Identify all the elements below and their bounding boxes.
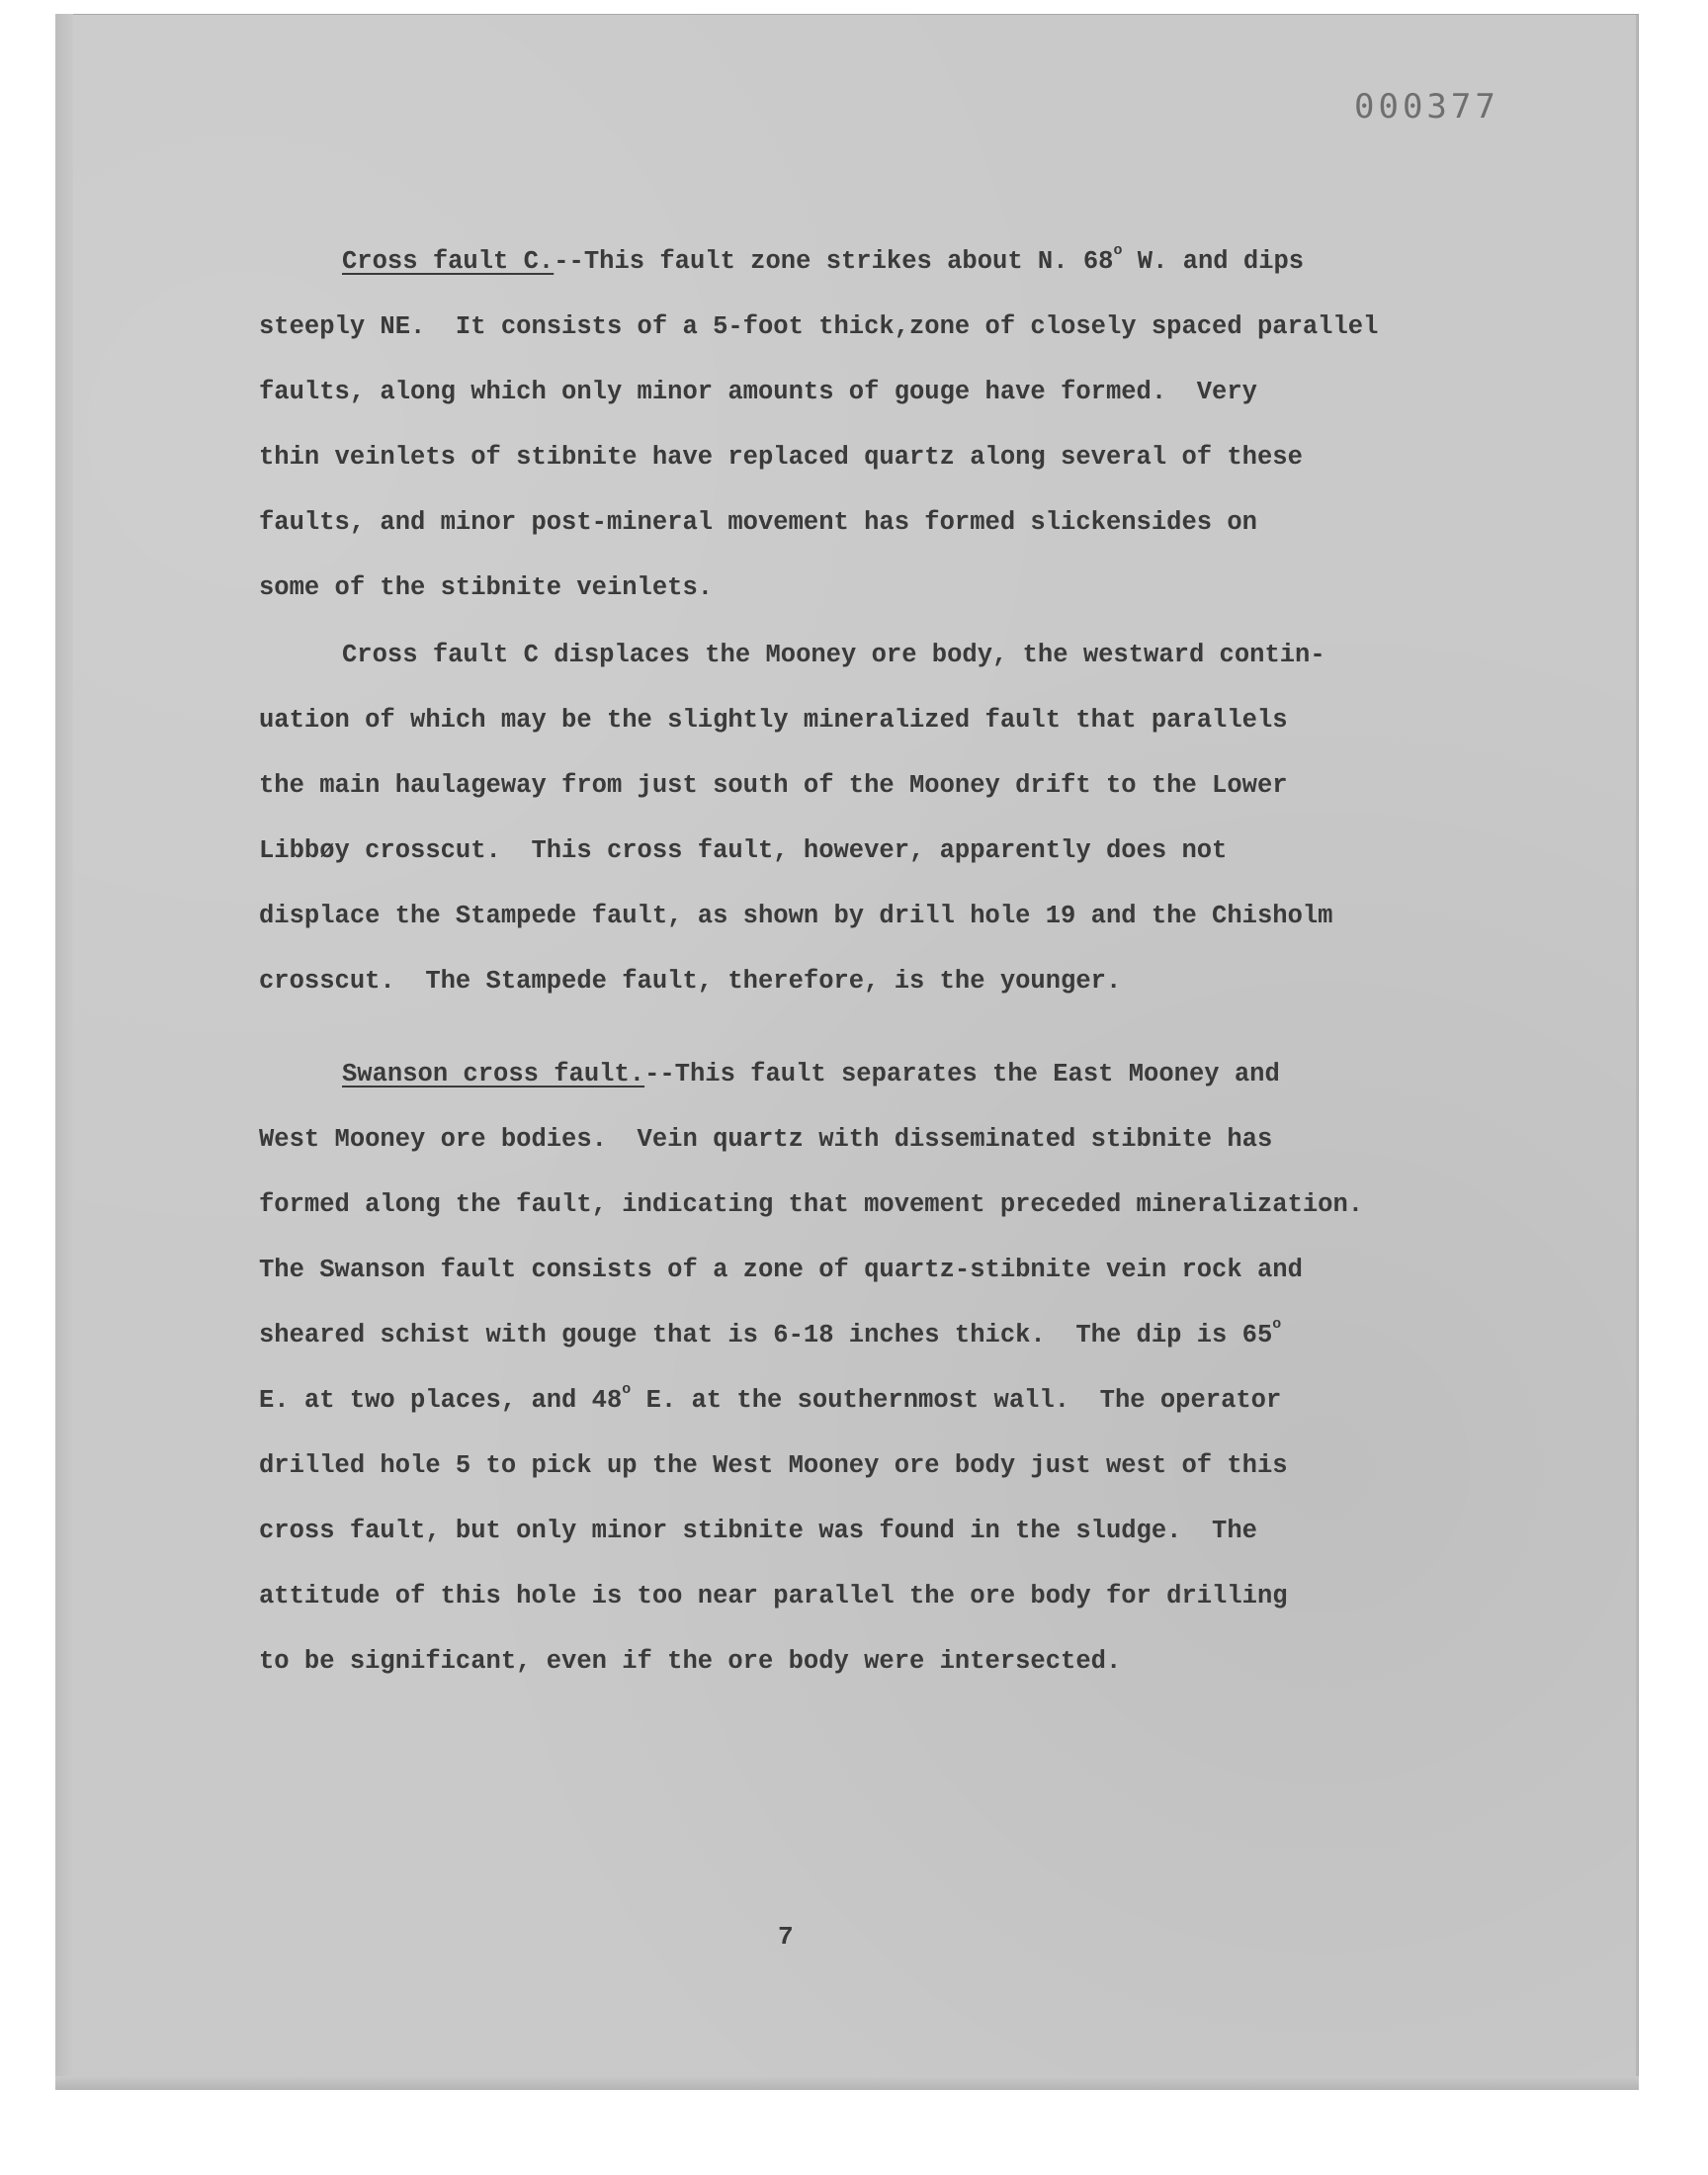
page-edge-left — [55, 14, 73, 2090]
paragraph-cross-fault-c — [259, 229, 1544, 621]
paragraph-line — [259, 1042, 1544, 1107]
paragraph-line: faults, and minor post-mineral movement has formed slickensides on — [259, 508, 1257, 537]
page-number: 7 — [778, 1922, 794, 1952]
degree-mark: o — [1272, 1316, 1282, 1333]
paragraph-line: Cross fault C displaces the Mooney ore body, the westward contin- — [342, 641, 1325, 669]
paragraph-line: West Mooney ore bodies. Vein quartz with disseminated stibnite has — [259, 1125, 1273, 1154]
paragraph-line: some of the stibnite veinlets. — [259, 573, 714, 602]
paragraph-line: crosscut. The Stampede fault, therefore, is the younger. — [259, 967, 1122, 996]
paragraph-swanson-cross-fault — [259, 1042, 1544, 1695]
degree-mark: o — [622, 1381, 632, 1398]
line-text: --This fault separates the East Mooney and — [644, 1060, 1280, 1088]
page-edge-bottom — [55, 2076, 1639, 2090]
paragraph-line — [259, 1303, 1544, 1368]
body-text — [259, 229, 1544, 1695]
line-text: sheared schist with gouge that is 6-18 inches thick. The dip is 65 — [259, 1321, 1273, 1349]
paragraph-line: formed along the fault, indicating that movement preceded mineralization. — [259, 1190, 1364, 1219]
paragraph-line: faults, along which only minor amounts of gouge have formed. Very — [259, 378, 1257, 406]
paragraph-line: to be significant, even if the ore body were intersected. — [259, 1647, 1122, 1676]
paragraph-line: thin veinlets of stibnite have replaced quartz along several of these — [259, 443, 1303, 472]
document-stamp-number: 000377 — [1354, 87, 1499, 127]
paragraph-line: The Swanson fault consists of a zone of quartz-stibnite vein rock and — [259, 1256, 1303, 1284]
line-text: --This fault zone strikes about N. 68 — [554, 247, 1114, 276]
paragraph-line: drilled hole 5 to pick up the West Mooney ore body just west of this — [259, 1451, 1288, 1480]
line-text: E. at two places, and 48 — [259, 1386, 623, 1415]
paragraph-line — [259, 229, 1544, 295]
paragraph-line: cross fault, but only minor stibnite was found in the sludge. The — [259, 1517, 1257, 1545]
paragraph-line: attitude of this hole is too near parallel the ore body for drilling — [259, 1582, 1288, 1610]
degree-mark: o — [1113, 242, 1123, 259]
paragraph-displacement — [259, 623, 1544, 1014]
paragraph-line: displace the Stampede fault, as shown by drill hole 19 and the Chisholm — [259, 902, 1333, 930]
section-heading: Swanson cross fault. — [342, 1060, 645, 1088]
line-text: W. and dips — [1122, 247, 1305, 276]
section-heading: Cross fault C. — [342, 247, 555, 276]
paragraph-line: the main haulageway from just south of the Mooney drift to the Lower — [259, 771, 1288, 800]
paragraph-line: steeply NE. It consists of a 5-foot thick,zone of closely spaced parallel — [259, 312, 1379, 341]
line-text: E. at the southernmost wall. The operator — [631, 1386, 1282, 1415]
paragraph-line: Libbøy crosscut. This cross fault, however, apparently does not — [259, 836, 1228, 865]
paragraph-line — [259, 1368, 1544, 1434]
paragraph-line: uation of which may be the slightly mineralized fault that parallels — [259, 706, 1288, 735]
